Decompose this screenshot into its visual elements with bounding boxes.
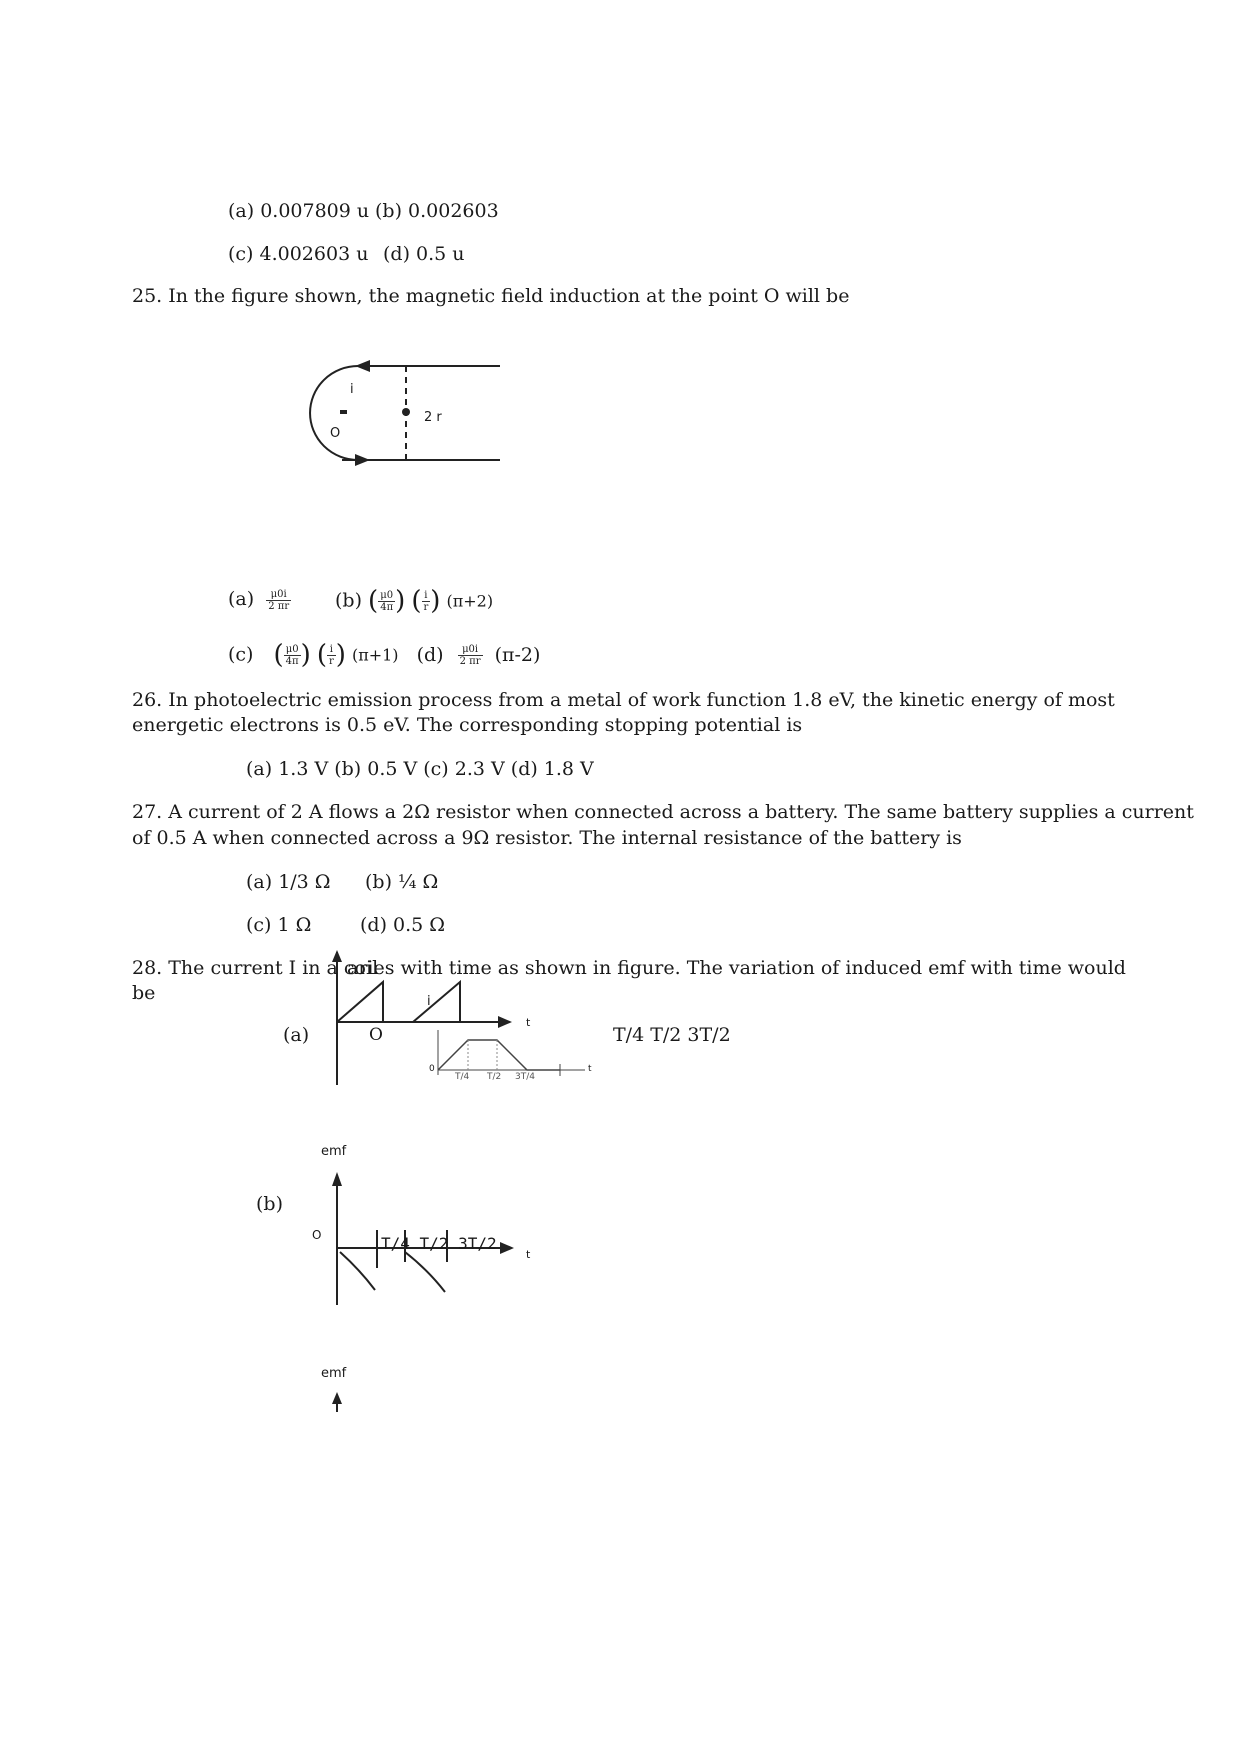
q25-option-b-label: (b)	[335, 589, 362, 612]
q24-option-a: (a) 0.007809 u	[228, 200, 370, 222]
q25-center-dot	[402, 408, 410, 416]
q28-small-trapezoid	[438, 1040, 560, 1070]
q27-line2: of 0.5 A when connected across a 9Ω resistor. The internal resistance of the battery is	[132, 827, 962, 849]
q25-option-c-label: (c)	[228, 643, 254, 666]
q28-line1-left: 28. The current I in a coil	[132, 957, 379, 979]
q26-line1: 26. In photoelectric emission process from a metal of work function 1.8 eV, the kinetic energy of most	[132, 689, 1115, 711]
q28a-t-label: t	[526, 1016, 531, 1029]
q25-option-c-tail: (π+1)	[351, 645, 399, 665]
q28-line2: be	[132, 982, 156, 1004]
q28-option-b-label: (b)	[256, 1193, 283, 1215]
q27-line1: 27. A current of 2 A flows a 2Ω resistor when connected across a battery. The same battery supplies a current	[132, 801, 1194, 823]
q28a-origin-label: O	[369, 1025, 383, 1045]
q28c-emf-label: emf	[321, 1366, 347, 1381]
q25-option-a-fraction	[266, 589, 291, 612]
q28-line1-right: aries with time as shown in figure. The variation of induced emf with time would	[347, 957, 1126, 979]
q24-option-b: (b) 0.002603	[375, 200, 499, 222]
q25-option-c-frac2: $\frac{i}{r}$	[328, 644, 334, 668]
q25-option-b: (b) ( $\frac{\mu 0}{4\pi}$ ) ( $\frac{i}{r}$ ) (π+2)	[335, 586, 494, 616]
q28b-t-label: t	[526, 1248, 531, 1261]
q28-small-t: t	[588, 1064, 592, 1074]
q28b-curve-1	[340, 1252, 375, 1290]
q24-option-c: (c) 4.002603 u	[228, 243, 369, 265]
q25-option-c-frac1: $\frac{\mu 0}{4\pi}$	[285, 644, 299, 668]
q25-top-arrow	[355, 360, 370, 372]
q27-option-d: (d) 0.5 Ω	[360, 914, 446, 936]
q25-label-o: O	[330, 426, 341, 441]
q25-bottom-arrow	[355, 454, 370, 466]
q28b-y-arrow	[332, 1172, 342, 1186]
q26-options: (a) 1.3 V (b) 0.5 V (c) 2.3 V (d) 1.8 V	[246, 758, 594, 780]
q25-option-d-label: (d)	[416, 643, 444, 666]
q28-small-t34: 3T/4	[515, 1072, 535, 1082]
q25-option-b-tail: (π+2)	[446, 591, 494, 611]
q25-option-c: (c) ( $\frac{\mu 0}{4\pi}$ ) ( $\frac{i}{r}$ ) (π+1) (d) $\frac{\mu 0i}{2 \pi r}$ (π-2)	[228, 640, 541, 670]
q28a-i-label: i	[427, 994, 431, 1009]
q26-line2: energetic electrons is 0.5 eV. The corresponding stopping potential is	[132, 714, 803, 736]
q24-option-d: (d) 0.5 u	[383, 243, 465, 265]
q25-option-b-frac1: $\frac{\mu 0}{4\pi}$	[380, 590, 394, 614]
q25-option-d-fraction: $\frac{\mu 0i}{2 \pi r}$	[459, 644, 481, 668]
q25-option-a	[228, 588, 291, 612]
q28a-sawtooth-2	[413, 982, 460, 1022]
q28b-x-arrow	[500, 1242, 514, 1254]
q28-option-a-label: (a)	[283, 1024, 310, 1046]
q25-option-b-frac2: $\frac{i}{r}$	[423, 590, 429, 614]
q28-small-o: 0	[429, 1064, 435, 1074]
q25-option-a-den: 2 πr	[268, 600, 290, 612]
q28b-emf-label: emf	[321, 1144, 347, 1159]
q25-semicircle	[310, 366, 358, 460]
q25-option-d-tail: (π-2)	[494, 643, 541, 666]
q25-label-i: i	[350, 382, 354, 397]
q28b-origin-label: O	[312, 1228, 322, 1242]
q28b-curve-2	[405, 1252, 445, 1292]
q27-option-b: (b) ¼ Ω	[365, 871, 439, 893]
q25-point-o-mark	[340, 410, 347, 414]
q28a-x-arrow	[498, 1016, 512, 1028]
q28b-ticks: T/4 T/2 3T/2	[381, 1234, 497, 1253]
q28-small-t2: T/2	[487, 1072, 502, 1082]
q25-option-a-label: (a)	[228, 588, 255, 610]
q25-label-2r: 2 r	[424, 410, 442, 425]
q25-question: 25. In the figure shown, the magnetic field induction at the point O will be	[132, 285, 850, 307]
q25-option-a-num: μ0i	[266, 589, 291, 601]
q28a-ticks-text: T/4 T/2 3T/2	[613, 1024, 731, 1046]
q28a-sawtooth-1	[337, 982, 383, 1022]
q27-option-a: (a) 1/3 Ω	[246, 871, 331, 893]
q27-option-c: (c) 1 Ω	[246, 914, 312, 936]
q28-small-t4: T/4	[455, 1072, 470, 1082]
